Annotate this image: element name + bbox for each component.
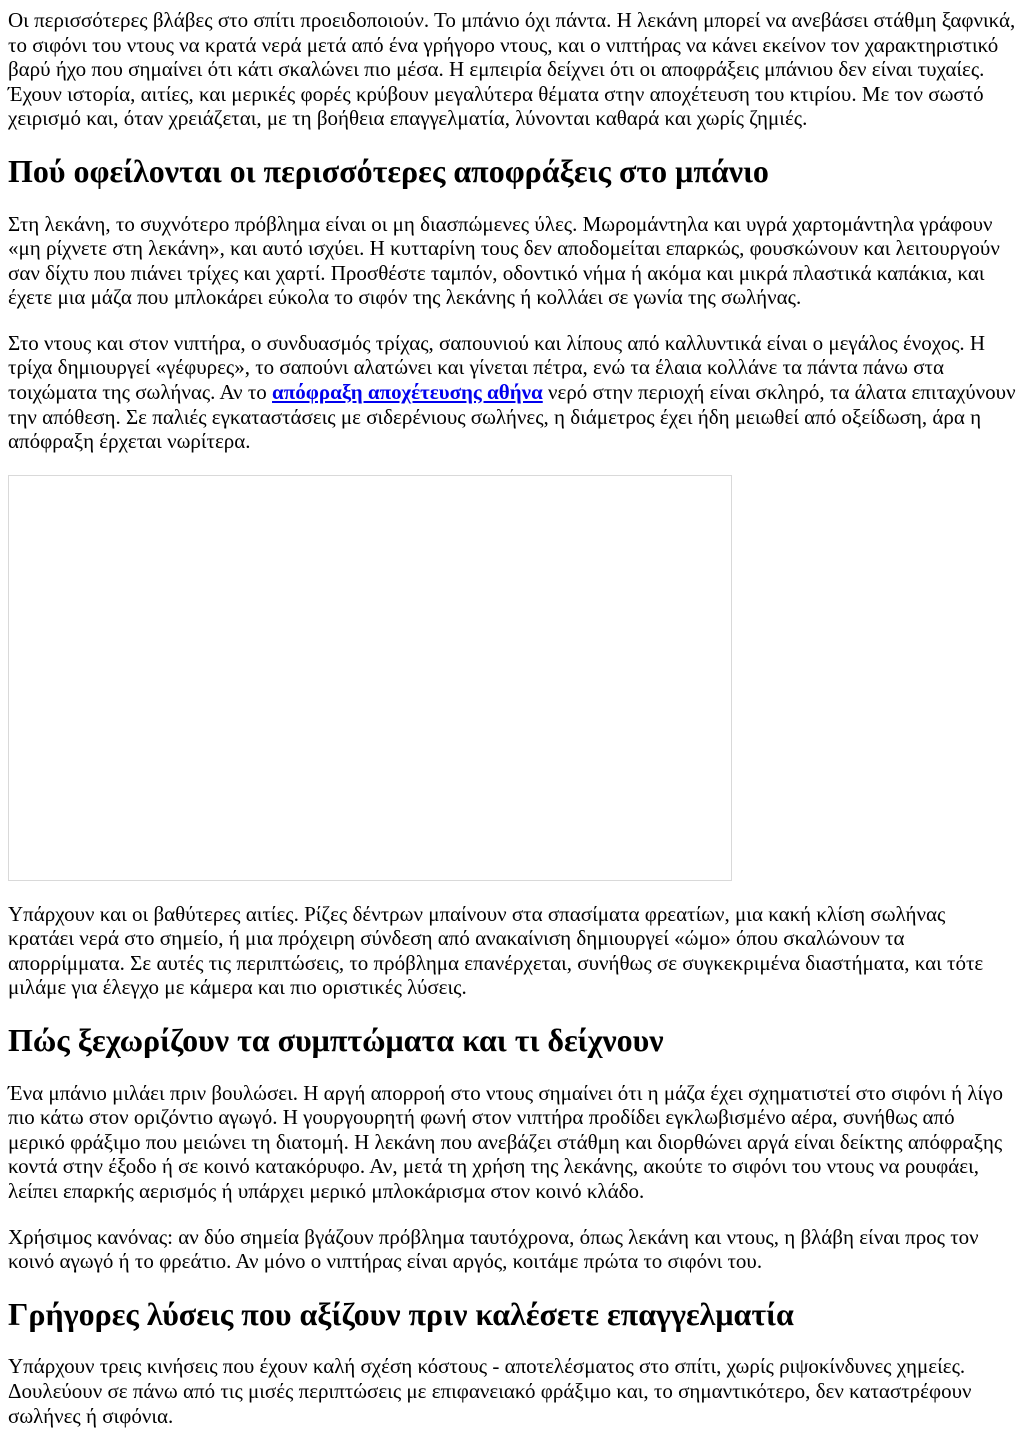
- article-body: [8, 8, 1016, 1428]
- intro-paragraph: Οι περισσότερες βλάβες στο σπίτι προειδοποιούν. Το μπάνιο όχι πάντα. Η λεκάνη μπορεί να ανεβάσει στάθμη ξαφνικά, το σιφόνι του ντους να κρατά νερά μετά από ένα γρήγορο ντους, και ο νιπτήρας να κάνει εκείνον τον χαρακτηριστικό βαρύ ήχο που σημαίνει ότι κάτι σκαλώνει πιο μέσα. Η εμπειρία δείχνει ότι οι αποφράξεις μπάνιου δεν είναι τυχαίες. Έχουν ιστορία, αιτίες, και μερικές φορές κρύβουν μεγαλύτερα θέματα στην αποχέτευση του κτιρίου. Με τον σωστό χειρισμό και, όταν χρειάζεται, με τη βοήθεια επαγγελματία, λύνονται καθαρά και χωρίς ζημιές.: [8, 8, 1016, 131]
- paragraph-symptom-rule: Χρήσιμος κανόνας: αν δύο σημεία βγάζουν πρόβλημα ταυτόχρονα, όπως λεκάνη και ντους, η βλάβη είναι προς τον κοινό αγωγό ή το φρεάτιο. Αν μόνο ο νιπτήρας είναι αργός, κοιτάμε πρώτα το σιφόνι του.: [8, 1224, 979, 1274]
- paragraph-shower-text-after-link: νερό στην περιοχή είναι σκληρό, τα άλατα επιταχύνουν την απόθεση. Σε παλιές εγκαταστάσεις με σιδερένιους σωλήνες, η διάμετρος έχει ήδη μειωθεί από οξείδωση, άρα η απόφραξη έρχεται νωρίτερα.: [8, 379, 1016, 454]
- paragraph-deeper-causes: Υπάρχουν και οι βαθύτερες αιτίες. Ρίζες δέντρων μπαίνουν στα σπασίματα φρεατίων, μια κακή κλίση σωλήνας κρατάει νερά στο σημείο, ή μια πρόχειρη σύνδεση από ανακαίνιση δημιουργεί «ώμο» όπου σκαλώνουν τα απορρίμματα. Σε αυτές τις περιπτώσεις, το πρόβλημα επανέρχεται, συνήθως σε συγκεκριμένα διαστήματα, και τότε μιλάμε για έλεγχο με κάμερα και πιο οριστικές λύσεις.: [8, 901, 984, 1000]
- paragraph-shower-text-before-link: Στο ντους και στον νιπτήρα, ο συνδυασμός τρίχας, σαπουνιού και λίπους από καλλυντικά είναι ο μεγάλος ένοχος. Η τρίχα δημιουργεί «γέφυρες», το σαπούνι αλατώνει και γίνεται πέτρα, ενώ τα έλαια κολλάνε τα πάντα πάνω στα τοιχώματα της σωλήνας. Αν το: [8, 330, 986, 404]
- empty-media-placeholder: [8, 475, 732, 881]
- paragraph-symptom-signals: Ένα μπάνιο μιλάει πριν βουλώσει. Η αργή απορροή στο ντους σημαίνει ότι η μάζα έχει σχηματιστεί στο σιφόνι ή λίγο πιο κάτω στον οριζόντιο αγωγό. Η γουργουρητή φωνή στον νιπτήρα προδίδει εγκλωβισμένο αέρα, συνήθως από μερικό φράξιμο που μειώνει τη διατομή. Η λεκάνη που ανεβάζει στάθμη και διορθώνει αργά είναι δείκτης απόφραξης κοντά στην έξοδο ή σε κοινό κατακόρυφο. Αν, μετά τη χρήση της λεκάνης, ακούτε το σιφόνι του ντους να ρουφάει, λείπει επαρκής αερισμός ή υπάρχει μερικό μπλοκάρισμα στον κοινό κλάδο.: [8, 1080, 1003, 1203]
- paragraph-quick-fixes-intro: Υπάρχουν τρεις κινήσεις που έχουν καλή σχέση κόστους - αποτελέσματος στο σπίτι, χωρίς ριψοκίνδυνες χημείες. Δουλεύουν σε πάνω από τις μισές περιπτώσεις με επιφανειακό φράξιμο και, το σημαντικότερο, δεν καταστρέφουν σωλήνες ή σιφόνια.: [8, 1354, 972, 1428]
- paragraph-toilet-causes: Στη λεκάνη, το συχνότερο πρόβλημα είναι οι μη διασπώμενες ύλες. Μωρομάντηλα και υγρά χαρτομάντηλα γράφουν «μη ρίχνετε στη λεκάνη», και αυτό ισχύει. Η κυτταρίνη τους δεν αποδομείται επαρκώς, φουσκώνουν και λειτουργούν σαν δίχτυ που πιάνει τρίχες και χαρτί. Προσθέστε ταμπόν, οδοντικό νήμα ή ακόμα και μικρά πλαστικά καπάκια, και έχετε μια μάζα που μπλοκάρει εύκολα το σιφόν της λεκάνης ή κολλάει σε γωνία της σωλήνας.: [8, 211, 1000, 310]
- heading-causes: Πού οφείλονται οι περισσότερες αποφράξεις στο μπάνιο: [8, 152, 769, 189]
- paragraph-shower-causes: [8, 331, 1016, 454]
- heading-symptoms: Πώς ξεχωρίζουν τα συμπτώματα και τι δείχνουν: [8, 1021, 664, 1058]
- apofraxi-apoxeteysis-athina-link[interactable]: απόφραξη αποχέτευσης αθήνα: [272, 379, 543, 404]
- heading-quick-fixes: Γρήγορες λύσεις που αξίζουν πριν καλέσετε επαγγελματία: [8, 1295, 794, 1332]
